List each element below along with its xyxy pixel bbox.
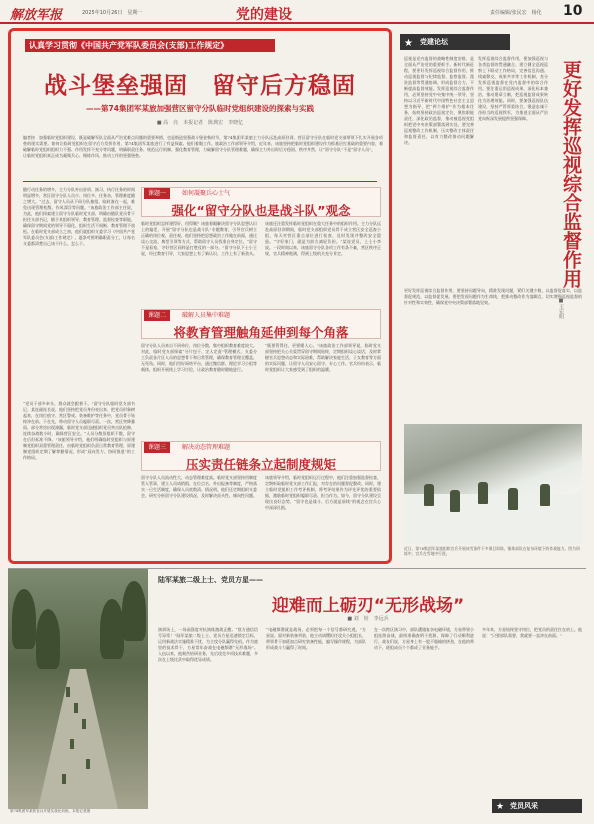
masthead: 解放军报 (10, 8, 63, 23)
subsection-label: 如何凝聚兵心士气 (182, 190, 231, 197)
soldier-figure (478, 482, 488, 504)
profile-tag (492, 799, 582, 813)
editors: 责任编辑/张民宏 杨化 (490, 10, 542, 16)
tree (122, 581, 146, 641)
subsection-tag: 课题二 (144, 310, 170, 321)
section-title: 党的建设 (236, 7, 292, 23)
body-text: 在一次跨区演习中，部队遭遇复杂电磁环境，方星带领小组连续奋战，最终准确查明干扰源，保障了行动顺利进行。战友们说，方星身上有一股不服输的拼劲，在他的带动下，班组成员个个都成了业务能手。 (374, 627, 474, 650)
divider (23, 181, 377, 182)
subsection-2-header (141, 309, 381, 339)
soldier-figure (70, 739, 74, 749)
body-text: 巡视是党内监督的战略性制度安排，是全面从严治党的重要抓手。新时代新征程，要更好发挥巡视综合监督作用，推动巡视监督与纪律监督、监察监督、派驻监督等贯通协调，形成监督合力，不断提高监督效能。发挥巡视综合监督作用，必须坚持党中央集中统一领导，坚持以习近平新时代中国特色社会主义思想为指导，把“两个维护”作为根本任务，始终坚持政治巡视定位，聚焦职能责任，深化政治监督，推动被巡视党组织把党中央决策部署落到实处。要完善巡视整改工作机制，压实整改主体责任和监督责任，以有力整改推动问题解决。 (404, 56, 474, 145)
feature-column-1 (23, 187, 135, 561)
subsection-tag: 课题三 (144, 442, 170, 453)
soldier-figure (82, 719, 86, 729)
profile-title: 迎难而上砺刃“无形战场” (271, 596, 465, 616)
soldier-figure (66, 687, 70, 697)
body-text: 留守分队人员流动性大、动态管理难度高。临时党支部坚持用制度管人管事，建立人员请销假、在位点名、外出报备等制度，严格落实一日生活制度，确保人员底数清、情况明。他们还定期组织支委会，研究分析留守分队建设情况，及时解决苗头性、倾向性问题。 (141, 475, 257, 498)
profile-byline: ■ 刘 钊 李远兵 (347, 616, 389, 622)
editor-note: 编者按 加强临时党组织建设，既是破解军队全面从严治党难点问题的重要举措，也是锻造坚强战斗堡垒的现实需要。如何让临时党组织在留守后方发挥作用，第74集团军某旅进行了有益探索。他们着眼破解临时党组织组织力不强、作用发挥不充分等问题，明确职责任务、规范运行机制、强化教育管理，让临时党组织真正成为凝聚兵心、锤炼作风、推动工作的坚强堡垒。 (23, 135, 203, 158)
photo-caption: 第74集团军某旅官兵开展实战化训练。本报记者摄 (10, 809, 91, 813)
tree (36, 609, 60, 669)
profile-kicker: 陆军某旅二级上士、党员方星—— (158, 576, 263, 584)
soldier-figure (508, 488, 518, 510)
subsection-1-header (141, 187, 381, 217)
subsection-label: 破解人员集中难题 (182, 312, 231, 319)
feature-kicker: 认真学习贯彻《中国共产党军队委员会(支部)工作规定》 (25, 39, 275, 52)
photo-caption: 近日，第76集团军某旅组织官兵开展冰雪条件下多课目训练，锤炼部队在复杂环境下的作战能力。图为训练中，官兵在雪地中行进。 (404, 546, 580, 556)
issue-date: 2025年10月26日 星期一 (82, 10, 143, 16)
lead-paragraph: 金秋时节，第74集团军某旅主力分队远赴高原驻训，营区留守分队在临时党支部带领下扎实开展各项工作。旅政治工作部领导介绍，近年来，该旅坚持把临时党组织建设作为抓基层打基础的重要内容，着力破解留守分队管理难题，确保主力外出时后方稳固、秩序井然，让“留守分队”不是“留守人员”。 (203, 135, 383, 152)
feature-column-2-3 (141, 187, 381, 561)
body-text: 更好发挥巡视综合监督作用，要坚持问题导向，精准发现问题，紧盯关键少数，以监督促落实、以监督促规范、以监督促发展。要把发现问题作为生命线，把推动整改作为落脚点，切实增强巡视监督的针对性和实效性，确保党中央决策部署落地见效。 (404, 288, 582, 305)
soldier-figure (450, 490, 460, 512)
page-number: 10 (563, 3, 583, 19)
soldier-figure (424, 484, 434, 506)
body-text: 演训场上，一场高强度对抗演练激战正酣。“敌方通信信号异常！”陆军某旅二级上士、党员方星迅速锁定目标，运用新战法实施精准干扰，为主攻分队赢得先机。作为旅里的技术骨干，方星常年奋战在电磁频谱“无形战场”。入伍以来，他刻苦钻研业务，先后攻克多项技术难题，多次在上级比武中取得优异成绩。 (158, 627, 258, 662)
feature-subtitle: ——第74集团军某旅加强营区留守分队临时党组织建设的探索与实践 (86, 104, 314, 113)
soldier-figure (540, 484, 550, 506)
body-text: 该旅领导介绍，临时党组织运行过程中，他们注重加强监督检查，定期听取临时党支部工作汇报，对存在的问题督促整改。同时，建立临时党组织工作考评机制，将考评结果作为评先评优的重要依据，激励临时党组织履职尽责、担当作为。如今，留守分队建设呈现出良好态势，“留守也是战斗、后方就是前线”的观念在官兵心中深深扎根。 (265, 475, 381, 510)
profile-tag-label: 党员风采 (510, 802, 538, 810)
body-text: 发挥巡视综合监督作用，要加强巡视与各类监督的贯通融合。建立健全巡视巡察上下联动工作格局，完善信息沟通、线索移交、成果共享等工作机制，充分发挥巡视监督在党内监督中的综合作用。要注重运用巡视成果，深化标本兼治，推动建章立制，把巡视监督成果转化为治理效能。同时，要加强巡视队伍建设，坚持严管厚爱结合，锻造忠诚干净担当的巡视铁军，为推进全面从严治党向纵深发展提供坚强保障。 (478, 56, 548, 121)
subsection-heading: 将教育管理触角延伸到每个角落 (173, 325, 349, 340)
training-photo (404, 424, 582, 544)
subsection-heading: 强化“留守分队也是战斗队”观念 (171, 203, 351, 218)
body-text: 该旅还注重发挥临时党组织在重大任务中的组织作用。主力分队远赴高原驻训期间，临时党支部组织党员骨干成立营区安全巡查小组，每天对营区重点部位进行检查，及时发现并整改安全隐患。“守好家门，就是为前方减轻负担。”某连党员、上士小李说。一段时间以来，该旅留守分队各项工作有条不紊，营区秩序正规，官兵精神饱满，得到上级机关充分肯定。 (265, 221, 381, 256)
body-text: “既要管得住，更要暖人心。”该旅政治工作部领导说，临时党支部坚持把关心关爱贯穿留守期间始终，定期组织谈心谈话，及时掌握官兵思想动态和实际困难，帮助解决家庭生活、子女教育等方面的实际问题，让留守人员安心留守、专心工作。官兵纷纷表示，临时党组织让大家感受到了组织的温暖。 (265, 343, 381, 372)
star-icon: ★ (404, 38, 413, 49)
star-icon: ★ (496, 802, 505, 812)
profile-article (8, 568, 586, 818)
body-text: 随行动任务的增多，主力分队外出驻训、演习、执行任务的时间明显增多，营区留守分队人员少、岗位多、任务杂，管理难度随之增大。“过去，留守人员从不同分队抽组，临时凑在一起，难免出现管理松散、作风漂浮等问题。”该旅政治工作部主任说，为此，他们探索建立留守分队临时党支部，明确由随队党员骨干担任支部书记，赋予其组织领导、教育管理、监督检查等职能，确保留守期间党的领导不弱化、组织生活不间断、教育管理不放松。在临时党支部成立之初，他们就组织支委学习《中国共产党军队委员会(支部)工作规定》，逐条对照明确职责分工，让每名支委都清楚自己该干什么、怎么干。 (23, 187, 135, 246)
soldier-figure (62, 774, 66, 784)
feature-title: 战斗堡垒强固 留守后方稳固 (44, 73, 356, 99)
forum-tag (400, 34, 510, 50)
body-text: 留守分队人员来自不同单位、岗位分散，集中组织教育难度较大。对此，临时党支部探索“分片包干、定人定责”管理模式，支委分工负责各片区人员的思想骨干和日常管理，确保教育管理全覆盖、无死角。同时，他们用好网络平台，通过微信群、理论学习小组等载体，组织开展线上学习讨论，让政治教育随时随地进行。 (141, 343, 257, 372)
formation-photo (8, 569, 148, 809)
body-text: 临时党组织怎样建得好、用得顺？该旅着眼解决留守分队思想认识上的偏差，开展“留守分队也是战斗队”专题教育，引导官兵树立正确的岗位观、责任观。他们坚持把思想政治工作做在前面，通过谈心交流、典型引领等方式，帮助留守人员找准自身定位。“留守不是看家，守好营区同样是打胜仗的一部分。”留守分队下士小王说，经过教育引导，大家思想上有了新认识，工作上有了新劲头。 (141, 221, 257, 256)
tree (12, 589, 36, 649)
soldier-figure (86, 759, 90, 769)
forum-title: 更好发挥巡视综合监督作用 (560, 60, 582, 288)
feature-byline: ■ 高 亮 本报记者 陈典宏 李晓亿 (156, 120, 244, 126)
subsection-3-header (141, 441, 381, 471)
tree (100, 599, 124, 659)
body-text: 多年来，方星始终坚守岗位，把党员的责任扛在肩上。他说：“只要部队需要，我就要一直冲在前面。” (482, 627, 582, 638)
feature-article (8, 28, 392, 564)
body-text: “电磁频谱就是战场，必须把每一个信号都研究透。”方星说。面对新装备列装，他主动请缨担任攻关小组组长，带领骨干加班加点研究装备性能，编写操作规程，为部队形成战斗力赢得了时间。 (266, 627, 366, 650)
forum-column (400, 30, 586, 564)
subsection-tag: 课题一 (144, 188, 170, 199)
subsection-label: 解决动态管理难题 (182, 444, 231, 451)
page-header (0, 0, 594, 24)
forum-tag-label: 党建论坛 (420, 38, 448, 46)
soldier-figure (74, 703, 78, 713)
forum-author: ■王宏明 (558, 298, 564, 319)
body-text: “党员干部多牵头，群众就会跟着干。”留守分队临时党支部书记、某连副连长说，他们坚持把党员身份亮出来、把党员形象树起来，在岗位值守、营区警戒、装备维护等任务中，党员骨干始终冲在前、干在先，带动留守人员履职尽责。一次，营区突降暴雨，部分营房出现渗漏，临时党支部迅速组织党员突击队抢修，连续奋战数小时，确保营区安全。“人员分散但组织不散，留守在后但标准不降。”该旅领导介绍，他们明确临时党组织与原建制党组织双重管理责任，由临时党组织负责日常教育管理，原建制党组织定期了解掌握情况，形成“双向发力、协同推进”的工作格局。 (23, 401, 135, 460)
subsection-heading: 压实责任链条立起制度规矩 (185, 457, 336, 472)
road (38, 669, 118, 809)
